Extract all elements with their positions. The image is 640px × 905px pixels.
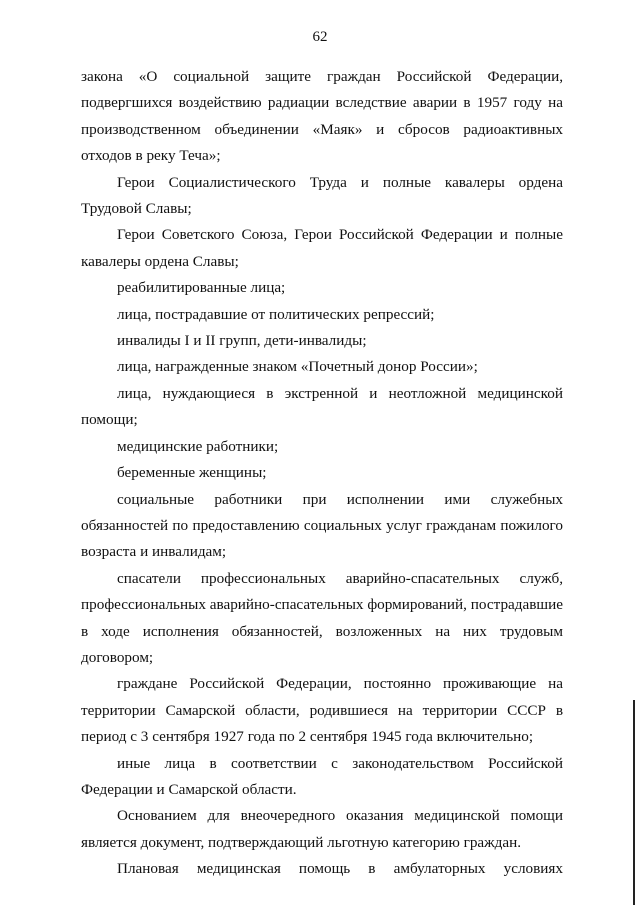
paragraph-rehabilitated: реабилитированные лица;: [117, 279, 286, 297]
paragraph-law-mayak: закона «О социальной защите граждан Российской Федерации, подвергшихся воздействию радиации вследствие аварии в 1957 году на производственном объединении «Маяк» и сбросов радиоактивных отходов в реку Теча»;: [81, 68, 563, 165]
paragraph-pregnant: беременные женщины;: [117, 464, 267, 482]
paragraph-other-persons: иные лица в соответствии с законодательством Российской Федерации и Самарской области.: [81, 754, 563, 798]
paragraph-rescuers: спасатели профессиональных аварийно-спасательных служб, профессиональных аварийно-спасательных формирований, пострадавшие в ходе исполнения обязанностей, возложенных на них трудовым договором;: [81, 569, 563, 666]
paragraph-basis: Основанием для внеочередного оказания медицинской помощи является документ, подтверждающий льготную категорию граждан.: [81, 807, 563, 851]
paragraph-citizens-born: граждане Российской Федерации, постоянно проживающие на территории Самарской области, родившиеся на территории СССР в период с 3 сентября 1927 года по 2 сентября 1945 года включительно;: [81, 675, 563, 746]
paragraph-social-workers: социальные работники при исполнении ими служебных обязанностей по предоставлению социальных услуг гражданам пожилого возраста и инвалидам;: [81, 490, 563, 561]
document-body: [81, 64, 563, 883]
scan-edge-line: [633, 700, 635, 905]
paragraph-medical-workers: медицинские работники;: [117, 437, 279, 455]
paragraph-heroes-labor: Герои Социалистического Труда и полные кавалеры ордена Трудовой Славы;: [81, 173, 563, 218]
paragraph-emergency: лица, нуждающиеся в экстренной и неотложной медицинской помощи;: [81, 384, 563, 429]
paragraph-repressions: лица, пострадавшие от политических репрессий;: [117, 305, 435, 323]
paragraph-planned-care: Плановая медицинская помощь в амбулаторных условиях: [117, 860, 563, 878]
paragraph-disabled: инвалиды I и II групп, дети-инвалиды;: [117, 332, 367, 350]
paragraph-donors: лица, награжденные знаком «Почетный донор России»;: [117, 358, 478, 376]
paragraph-heroes-soviet-union: Герои Советского Союза, Герои Российской Федерации и полные кавалеры ордена Славы;: [81, 226, 563, 270]
page-number: 62: [312, 29, 328, 45]
